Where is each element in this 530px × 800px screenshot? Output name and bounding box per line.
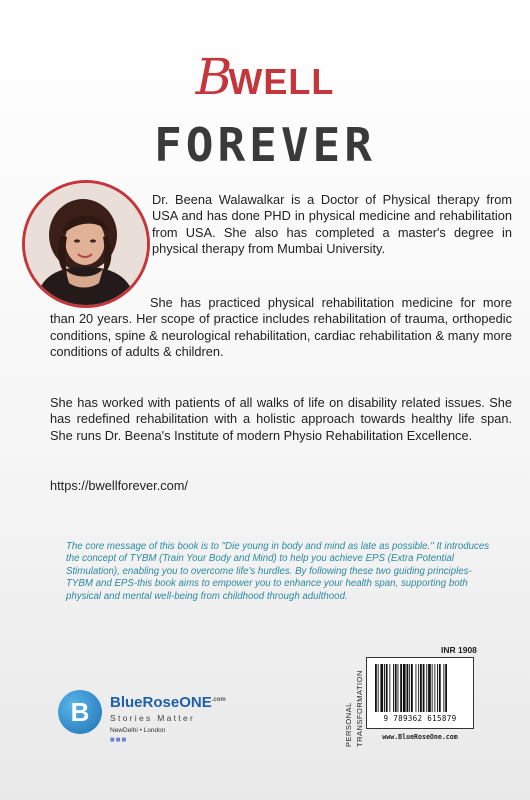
barcode-bar [407,664,409,712]
bio-paragraph-practice: She has practiced physical rehabilitation medicine for more than 20 years. Her scope of practice includes rehabilitation of trauma, orthopedic conditions, spine & neurological rehabilitation, cardiac rehabilitation & many more conditions of adults & children. [50,295,512,359]
author-photo [22,180,150,308]
bio-paragraph-education: Dr. Beena Walawalkar is a Doctor of Physical therapy from USA and has done PHD in physical medicine and rehabilitation from USA. She also has completed a master's degree in physical therapy from Mumbai University. [152,192,512,256]
barcode-bar [378,664,379,712]
publisher-logo [58,690,248,750]
author-portrait-icon [25,183,147,305]
barcode-bar [386,664,388,712]
publisher-name-com: .com [211,697,226,703]
facebook-icon: ■ [110,737,116,743]
publisher-tagline: Stories Matter [110,713,196,723]
logo-bwell [0,48,530,106]
barcode-bar [418,664,419,712]
barcode-bar [398,664,399,712]
publisher-name-bluerose: BlueRose [110,694,180,711]
logo-well-text: WELL [228,61,335,102]
website-link[interactable]: https://bwellforever.com/ [50,478,188,493]
barcode-bar [403,664,406,712]
barcode-bar [434,664,435,712]
bio-paragraph-patients: She has worked with patients of all walks of life on disability related issues. She has redefined rehabilitation with a holistic approach towards healthy life span. She runs Dr. Beena's Institute of modern Physio Rehabilitation Excellence. [50,395,512,443]
instagram-icon: ■ [115,737,122,743]
barcode-bar [416,664,417,712]
barcode-bar [428,664,431,712]
genre-line-2: TRANSFORMATION [355,670,364,747]
publisher-name-one: ONE [179,694,212,711]
bluerose-logo-icon: B [58,690,102,734]
barcode-bar [384,664,385,712]
publisher-name [110,694,226,711]
barcode-icon [375,664,465,712]
publisher-locations: NewDelhi • London [110,727,166,734]
logo-b-letter: B [195,48,233,106]
logo-forever-text: FOREVER [154,118,376,172]
social-icons [110,737,127,743]
isbn-barcode [366,657,474,729]
genre-line-1: PERSONAL [344,702,353,747]
barcode-bar [439,664,441,712]
twitter-icon: ■ [121,737,128,743]
barcode-bar [420,664,422,712]
barcode-bar [411,664,413,712]
barcode-bar [395,664,397,712]
barcode-bar [393,664,394,712]
publisher-website: www.BlueRoseOne.com [382,733,458,741]
barcode-bar [400,664,402,712]
barcode-bar [437,664,438,712]
price-label: INR 1908 [441,645,477,655]
barcode-bar [432,664,433,712]
core-message: The core message of this book is to "Die young in body and mind as late as possible." It introduces the concept of TYBM (Train Your Body and Mind) to help you achieve EPS (Extra Potential Stimulation), enabling you to overcome life's hurdles. By following these two guiding principles-TYBM and EPS-this book aims to empower you to enhance your health span, supporting both physical and mental well-being from childhood through adulthood. [66,541,490,602]
barcode-bar [423,664,425,712]
barcode-bar [426,664,427,712]
barcode-bar [389,664,390,712]
barcode-bar [380,664,383,712]
barcode-bar [409,664,410,712]
barcode-bar [375,664,377,712]
isbn-number: 9 789362 615879 [383,714,457,723]
barcode-bar [443,664,444,712]
barcode-bar [445,664,447,712]
